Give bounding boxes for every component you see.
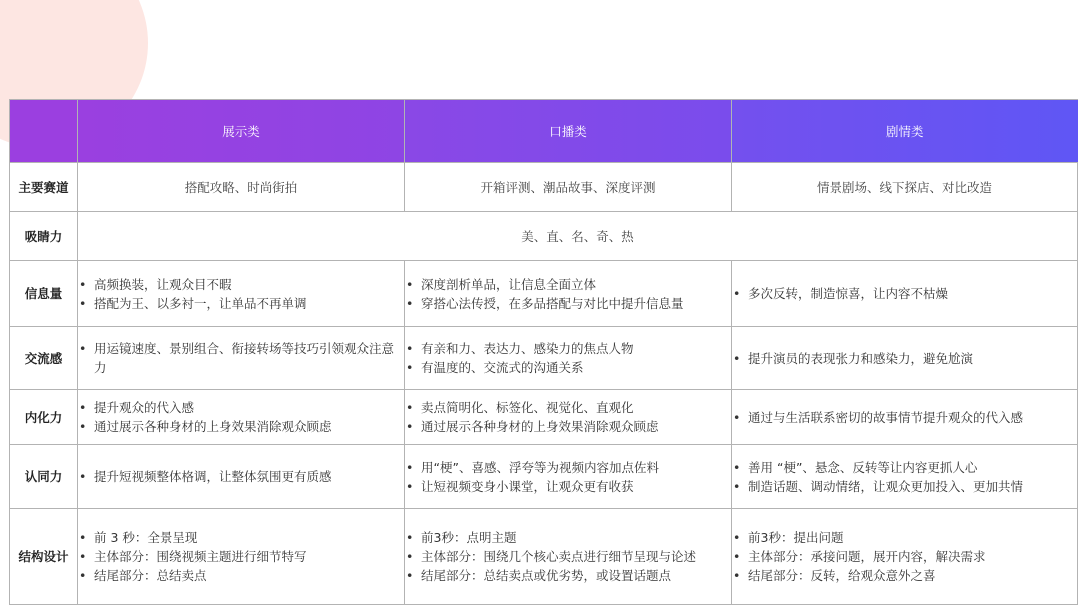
- row-label-structure: 结构设计: [10, 509, 78, 605]
- bullet-item: • 用运镜速度、景别组合、衔接转场等技巧引领观众注意力: [78, 339, 404, 377]
- bullet-item: • 有温度的、交流式的沟通关系: [405, 358, 731, 377]
- row-interact: [10, 327, 1078, 390]
- col-header-talk: 口播类: [405, 100, 732, 163]
- cell-info-drama: [732, 261, 1078, 327]
- row-internal: [10, 390, 1078, 445]
- bullet-item: • 用“梗”、喜感、浮夸等为视频内容加点佐料: [405, 458, 731, 477]
- cell-interact-drama: [732, 327, 1078, 390]
- bullet-item: • 让短视频变身小课堂，让观众更有收获: [405, 477, 731, 496]
- bullet-item: • 前3秒：点明主题: [405, 528, 731, 547]
- cell-track-drama: 情景剧场、线下探店、对比改造: [732, 163, 1078, 212]
- bullet-item: • 前3秒：提出问题: [732, 528, 1077, 547]
- row-label-interact: 交流感: [10, 327, 78, 390]
- bullet-item: • 前 3 秒：全景呈现: [78, 528, 404, 547]
- bullet-item: • 主体部分：围绕几个核心卖点进行细节呈现与论述: [405, 547, 731, 566]
- bullet-item: • 多次反转，制造惊喜，让内容不枯燥: [732, 284, 1077, 303]
- col-header-display: 展示类: [78, 100, 405, 163]
- cell-interact-display: [78, 327, 405, 390]
- bullet-item: • 提升演员的表现张力和感染力，避免尬演: [732, 349, 1077, 368]
- header-row: [10, 100, 1078, 163]
- header-corner: [10, 100, 78, 163]
- cell-identity-display: [78, 445, 405, 509]
- bullet-item: • 穿搭心法传授，在多品搭配与对比中提升信息量: [405, 294, 731, 313]
- row-info: [10, 261, 1078, 327]
- cell-interact-talk: [405, 327, 732, 390]
- bullet-item: • 主体部分：围绕视频主题进行细节特写: [78, 547, 404, 566]
- cell-identity-talk: [405, 445, 732, 509]
- row-label-track: 主要赛道: [10, 163, 78, 212]
- bullet-item: • 提升短视频整体格调，让整体氛围更有质感: [78, 467, 404, 486]
- bullet-item: • 通过展示各种身材的上身效果消除观众顾虑: [78, 417, 404, 436]
- bullet-item: • 结尾部分：反转，给观众意外之喜: [732, 566, 1077, 585]
- cell-info-talk: [405, 261, 732, 327]
- row-identity: [10, 445, 1078, 509]
- bullet-item: • 通过展示各种身材的上身效果消除观众顾虑: [405, 417, 731, 436]
- cell-track-talk: 开箱评测、潮品故事、深度评测: [405, 163, 732, 212]
- bullet-item: • 结尾部分：总结卖点或优劣势，或设置话题点: [405, 566, 731, 585]
- col-header-drama: 剧情类: [732, 100, 1078, 163]
- comparison-table: [9, 99, 1078, 605]
- bullet-item: • 结尾部分：总结卖点: [78, 566, 404, 585]
- cell-internal-talk: [405, 390, 732, 445]
- bullet-item: • 善用 “梗”、悬念、反转等让内容更抓人心: [732, 458, 1077, 477]
- cell-eye-merged: 美、直、名、奇、热: [78, 212, 1078, 261]
- cell-structure-display: [78, 509, 405, 605]
- bullet-item: • 通过与生活联系密切的故事情节提升观众的代入感: [732, 408, 1077, 427]
- row-structure: [10, 509, 1078, 605]
- cell-track-display: 搭配攻略、时尚街拍: [78, 163, 405, 212]
- row-track: [10, 163, 1078, 212]
- cell-internal-drama: [732, 390, 1078, 445]
- cell-info-display: [78, 261, 405, 327]
- row-label-identity: 认同力: [10, 445, 78, 509]
- bullet-item: • 有亲和力、表达力、感染力的焦点人物: [405, 339, 731, 358]
- row-eye: [10, 212, 1078, 261]
- cell-identity-drama: [732, 445, 1078, 509]
- row-label-eye: 吸睛力: [10, 212, 78, 261]
- bullet-item: • 高频换装，让观众目不暇: [78, 275, 404, 294]
- cell-structure-drama: [732, 509, 1078, 605]
- cell-structure-talk: [405, 509, 732, 605]
- row-label-internal: 内化力: [10, 390, 78, 445]
- bullet-item: • 制造话题、调动情绪，让观众更加投入、更加共情: [732, 477, 1077, 496]
- row-label-info: 信息量: [10, 261, 78, 327]
- bullet-item: • 主体部分：承接问题，展开内容，解决需求: [732, 547, 1077, 566]
- bullet-item: • 提升观众的代入感: [78, 398, 404, 417]
- bullet-item: • 卖点简明化、标签化、视觉化、直观化: [405, 398, 731, 417]
- cell-internal-display: [78, 390, 405, 445]
- bullet-item: • 搭配为王、以多衬一，让单品不再单调: [78, 294, 404, 313]
- bullet-item: • 深度剖析单品，让信息全面立体: [405, 275, 731, 294]
